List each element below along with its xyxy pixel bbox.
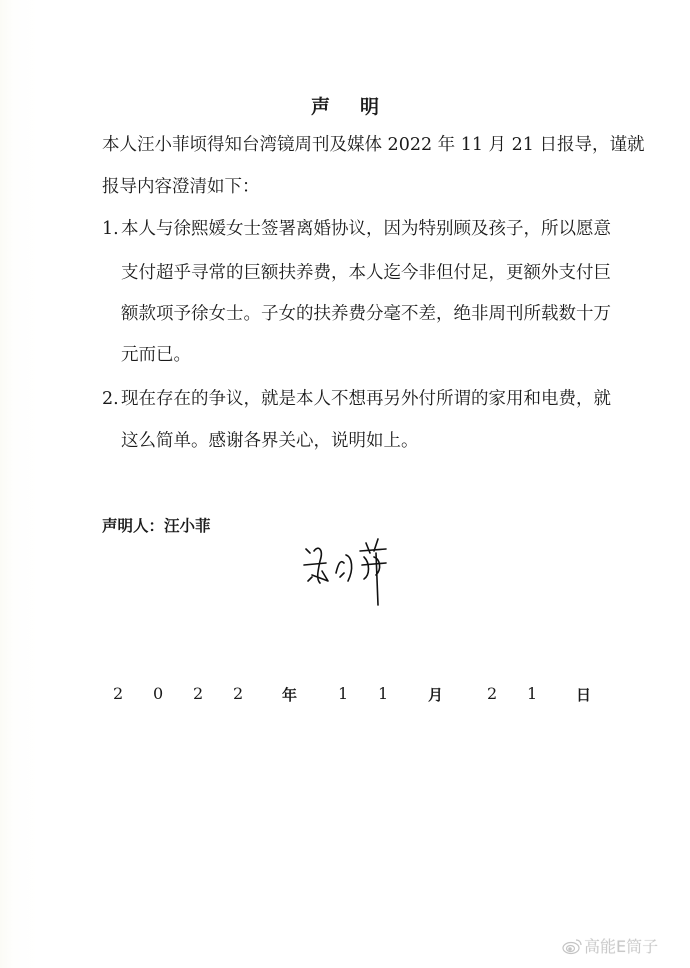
date-char: 0 — [153, 684, 164, 703]
date-char: 2 — [487, 684, 498, 703]
title-char: 明 — [360, 96, 380, 118]
date-char: 1 — [378, 684, 389, 703]
date-char: 2 — [193, 684, 204, 703]
document-title — [0, 92, 690, 119]
date-char: 1 — [338, 684, 349, 703]
item-number: 1. — [102, 219, 119, 239]
title-char: 声 — [310, 96, 330, 118]
date-char: 日 — [576, 686, 592, 704]
watermark — [562, 934, 658, 957]
item-line: 现在存在的争议，就是本人不想再另外付所谓的家用和电费，就 — [121, 389, 611, 409]
weibo-icon — [562, 937, 582, 955]
item-line: 额款项予徐女士。子女的扶养费分毫不差，绝非周刊所载数十万 — [121, 304, 611, 324]
date-line — [0, 684, 690, 708]
item-number: 2. — [102, 389, 119, 409]
date-char: 2 — [233, 684, 244, 703]
item-line: 支付超乎寻常的巨额扶养费，本人迄今非但付足，更额外支付巨 — [121, 263, 611, 283]
item-line: 这么简单。感谢各界关心，说明如上。 — [121, 431, 419, 451]
date-char: 1 — [527, 684, 538, 703]
date-char: 2 — [113, 684, 124, 703]
intro-line: 本人汪小菲顷得知台湾镜周刊及媒体 2022 年 11 月 21 日报导，谨就 — [102, 135, 645, 155]
item-line: 本人与徐熙媛女士签署离婚协议，因为特别顾及孩子，所以愿意 — [121, 219, 611, 239]
item-line: 元而已。 — [121, 345, 191, 365]
watermark-text: 高能E筒子 — [584, 937, 659, 956]
handwritten-signature — [300, 535, 400, 610]
date-char: 年 — [282, 686, 298, 704]
signatory-label: 声明人：汪小菲 — [102, 517, 211, 535]
date-char: 月 — [428, 686, 444, 704]
intro-line: 报导内容澄清如下： — [102, 177, 260, 197]
